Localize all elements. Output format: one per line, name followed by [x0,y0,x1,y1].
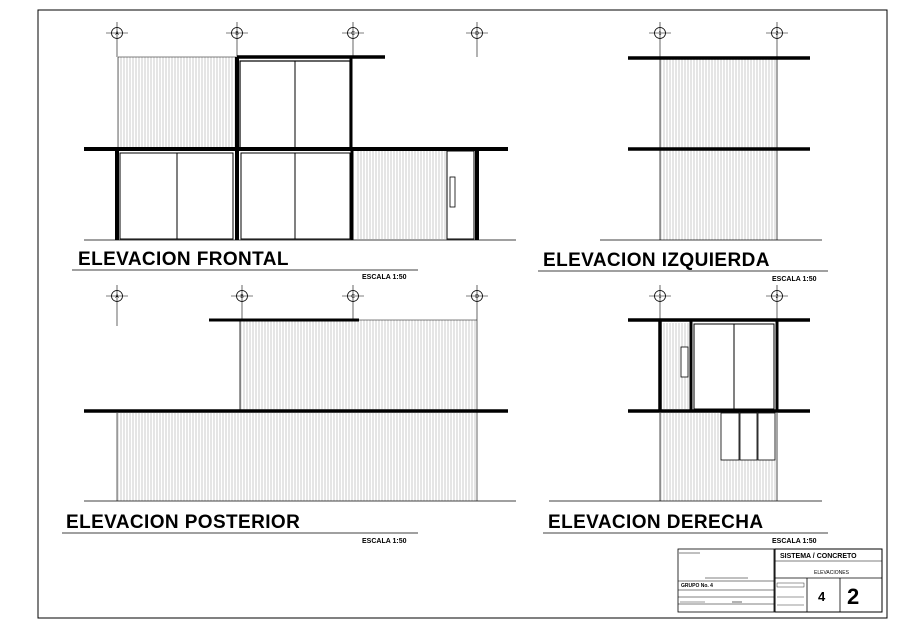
elevation-posterior [62,285,516,545]
axis-marker [342,285,364,320]
axis-label: 1 [658,294,662,300]
sheet-content: ELEVACIONES [814,570,849,576]
view-scale: ESCALA 1:50 [772,276,817,283]
elevation-frontal [72,22,516,281]
elevation-izquierda [538,22,828,283]
axis-label: C [351,31,355,37]
axis-marker [466,22,488,57]
axis-marker [766,285,788,320]
axis-marker [649,22,671,57]
door-handle [450,177,455,207]
siding-lower-right [356,151,446,239]
sheet-number: 2 [847,584,860,609]
view-title: ELEVACION IZQUIERDA [543,250,770,271]
view-scale: ESCALA 1:50 [362,538,407,545]
axis-marker [231,285,253,320]
box-value: 4 [818,589,826,604]
axis-label: 2 [775,31,779,37]
axis-label: A [115,31,119,37]
axis-marker [766,22,788,57]
title-block [678,549,882,612]
elevation-derecha [543,285,828,545]
axis-marker [106,285,128,326]
siding-lower [117,413,477,501]
axis-label: D [475,31,479,37]
axis-label: D [475,294,479,300]
axis-marker [342,22,364,57]
title-block-left [678,549,774,612]
axis-label: B [235,31,239,37]
siding-upper [240,320,477,410]
siding-upper-left [118,57,236,149]
axis-marker [649,285,671,320]
louver-1 [721,413,739,460]
axis-marker [106,22,128,57]
axis-label: A [115,294,119,300]
view-title: ELEVACION FRONTAL [78,249,289,270]
system-label: SISTEMA / CONCRETO [780,553,857,560]
side-door [681,347,688,377]
axis-label: B [240,294,244,300]
louver-2 [740,413,757,460]
view-title: ELEVACION POSTERIOR [66,512,301,533]
group-label: GRUPO No. 4 [681,583,713,589]
axis-marker [466,285,488,320]
view-scale: ESCALA 1:50 [772,538,817,545]
axis-label: 1 [658,31,662,37]
view-title: ELEVACION DERECHA [548,512,764,533]
axis-marker [226,22,248,57]
louver-3 [758,413,775,460]
axis-label: C [351,294,355,300]
view-scale: ESCALA 1:50 [362,274,407,281]
axis-label: 2 [775,294,779,300]
